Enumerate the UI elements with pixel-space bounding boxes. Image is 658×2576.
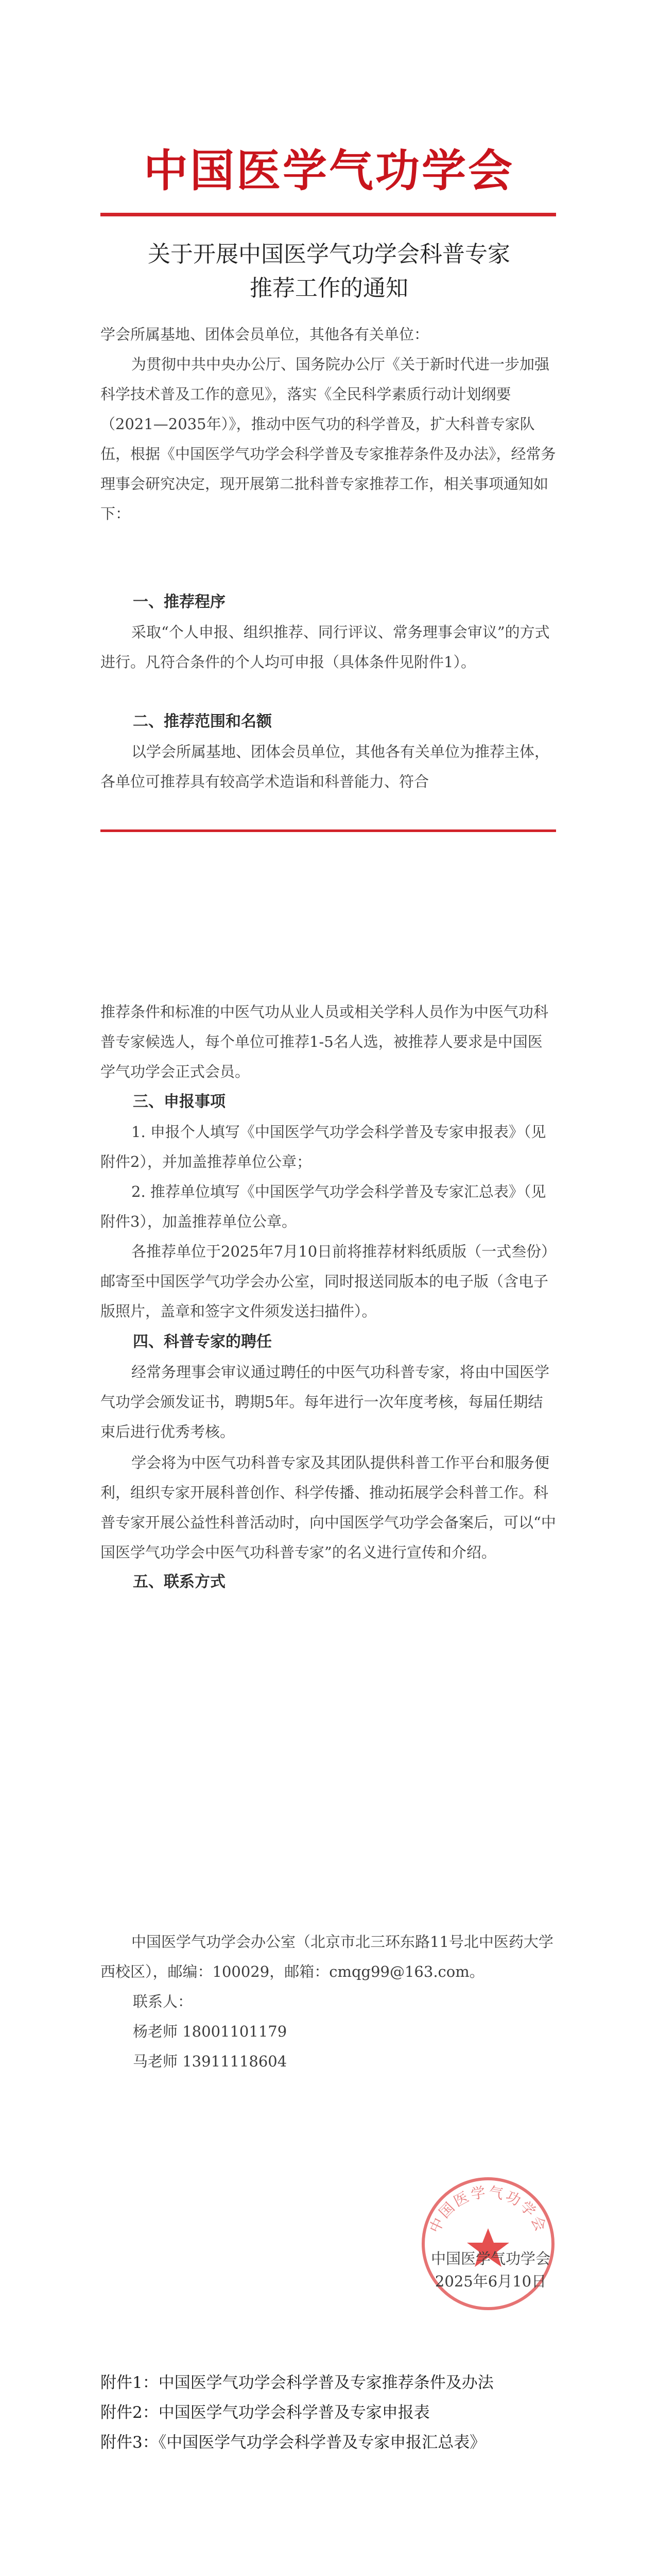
contact-yang: 杨老师 18001101179: [133, 2023, 287, 2040]
svg-text:中国医学气功学会: 中国医学气功学会: [426, 2183, 550, 2236]
attachment-3: 附件3：《中国医学气功学会科学普及专家申报汇总表》: [100, 2433, 486, 2452]
salutation: 学会所属基地、团体会员单位，其他各有关单位：: [100, 326, 429, 343]
section2-heading: 二、推荐范围和名额: [133, 713, 272, 731]
section4-paragraph2: 学会将为中医气功科普专家及其团队提供科普工作平台和服务便利，组织专家开展科普创作、科学传播、推动拓展学会科普工作。科普专家开展公益性科普活动时，向中国医学气功学会备案后，可以“中国医学气功学会中医气功科普专家”的名义进行宣传和介绍。: [100, 1454, 556, 1561]
section1-body: 采取“个人申报、组织推荐、同行评议、常务理事会审议”的方式进行。凡符合条件的个人均可申报（具体条件见附件1）。: [100, 623, 550, 671]
signature-org: 中国医学气功学会: [430, 2250, 550, 2267]
contact-ma: 马老师 13911118604: [133, 2053, 287, 2070]
section3-heading: 三、申报事项: [133, 1093, 226, 1111]
attachment-2: 附件2：中国医学气功学会科学普及专家申报表: [100, 2403, 430, 2422]
contact-address: 中国医学气功学会办公室（北京市北三环东路11号北中医药大学西校区），邮编：100029，邮箱：cmqg99@163.com。: [100, 1933, 553, 1980]
section4-paragraph1: 经常务理事会审议通过聘任的中医气功科普专家，将由中国医学气功学会颁发证书，聘期5年。每年进行一次年度考核，每届任期结束后进行优秀考核。: [100, 1363, 550, 1440]
org-letterhead-title: 中国医学气功学会: [144, 145, 514, 197]
page1-bottom-red-rule: [100, 829, 556, 832]
official-seal-stamp: [416, 2172, 560, 2316]
section3-item2: 2. 推荐单位填写《中国医学气功学会科学普及专家汇总表》（见附件3），加盖推荐单位公章。: [100, 1183, 546, 1230]
notice-title-line1: 关于开展中国医学气功学会科普专家: [148, 241, 510, 267]
intro-paragraph: 为贯彻中共中央办公厅、国务院办公厅《关于新时代进一步加强科学技术普及工作的意见》，落实《全民科学素质行动计划纲要（2021—2035年）》，推动中医气功的科学普及，扩大科普专家队伍，根据《中国医学气功学会科学普及专家推荐条件及办法》，经常务理事会研究决定，现开展第二批科普专家推荐工作，相关事项通知如下：: [100, 355, 556, 522]
notice-title-line2: 推荐工作的通知: [250, 275, 408, 301]
signature-date: 2025年6月10日: [435, 2273, 547, 2290]
section1-heading: 一、推荐程序: [133, 593, 226, 611]
section4-heading: 四、科普专家的聘任: [133, 1333, 272, 1351]
letterhead-red-rule: [100, 213, 556, 216]
section5-heading: 五、联系方式: [133, 1573, 226, 1591]
section2-body-part2: 推荐条件和标准的中医气功从业人员或相关学科人员作为中医气功科普专家候选人，每个单位可推荐1-5名人选，被推荐人要求是中国医学气功学会正式会员。: [100, 1003, 549, 1080]
section3-deadline: 各推荐单位于2025年7月10日前将推荐材料纸质版（一式叁份）邮寄至中国医学气功学会办公室，同时报送同版本的电子版（含电子版照片，盖章和签字文件须发送扫描件）。: [100, 1243, 549, 1320]
attachment-1: 附件1：中国医学气功学会科学普及专家推荐条件及办法: [100, 2374, 494, 2392]
section2-body-part1: 以学会所属基地、团体会员单位，其他各有关单位为推荐主体，各单位可推荐具有较高学术造诣和科普能力、符合: [100, 743, 550, 790]
section3-item1: 1. 申报个人填写《中国医学气功学会科学普及专家申报表》（见附件2），并加盖推荐单位公章；: [100, 1123, 546, 1171]
contacts-label: 联系人：: [133, 1993, 193, 2010]
